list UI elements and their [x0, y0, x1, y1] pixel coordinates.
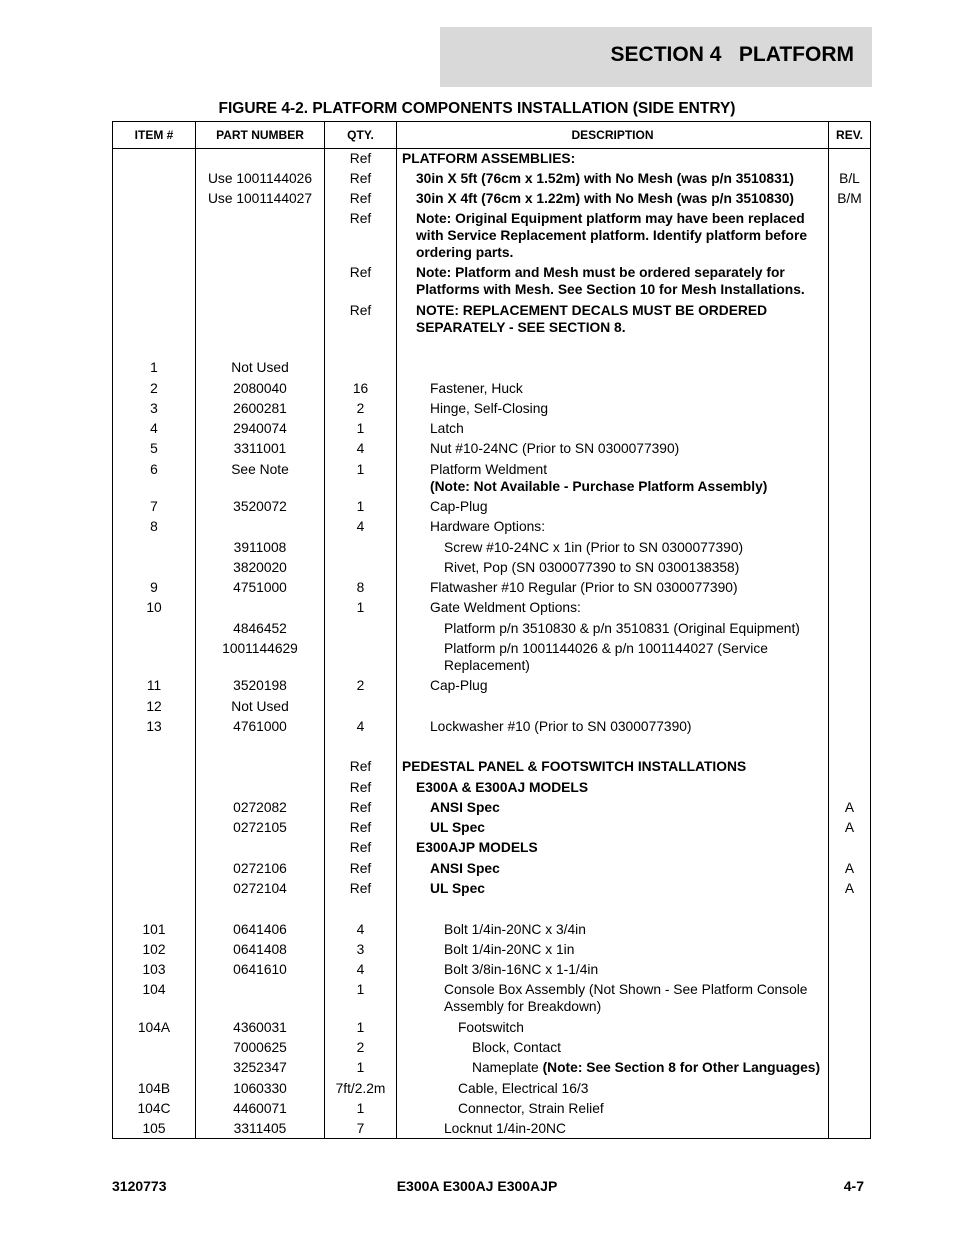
- item-number-cell: 104C: [137, 1101, 171, 1116]
- qty-cell: Ref: [349, 780, 372, 795]
- description-text: Hardware Options:: [430, 519, 546, 534]
- qty-cell: 2: [356, 678, 365, 693]
- item-number-cell: 13: [146, 719, 162, 734]
- description-cell: [397, 518, 828, 535]
- part-number-cell: 3520072: [233, 499, 287, 514]
- footer-models: E300A E300AJ E300AJP: [396, 1178, 558, 1194]
- description-cell: [397, 380, 828, 397]
- part-number-cell: See Note: [231, 462, 289, 477]
- qty-cell: 1: [356, 600, 365, 615]
- item-number-cell: 103: [142, 962, 166, 977]
- description-text: Block, Contact: [472, 1040, 561, 1055]
- part-number-cell: 3911008: [233, 540, 287, 555]
- footer-doc-number: 3120773: [112, 1178, 167, 1194]
- part-number-cell: 0272106: [233, 861, 287, 876]
- description-note: (Note: See Section 8 for Other Languages): [542, 1060, 821, 1075]
- qty-cell: Ref: [349, 265, 372, 280]
- qty-cell: 3: [356, 942, 365, 957]
- description-text: Bolt 1/4in-20NC x 3/4in: [444, 922, 586, 937]
- item-number-cell: 7: [150, 499, 158, 514]
- description-cell: [397, 210, 828, 261]
- part-number-cell: 4751000: [233, 580, 287, 595]
- qty-cell: Ref: [349, 820, 372, 835]
- item-number-cell: 11: [146, 678, 162, 693]
- description-cell: [397, 921, 828, 938]
- qty-cell: 1: [356, 1060, 365, 1075]
- item-number-cell: 104B: [137, 1081, 171, 1096]
- qty-cell: Ref: [349, 800, 372, 815]
- part-number-cell: 1060330: [233, 1081, 287, 1096]
- description-text: UL Spec: [430, 820, 485, 835]
- parts-table: [112, 121, 871, 1139]
- item-number-cell: 2: [150, 381, 158, 396]
- description-text: Bolt 1/4in-20NC x 1in: [444, 942, 575, 957]
- description-text: Cap-Plug: [430, 499, 488, 514]
- part-number-cell: 3311001: [233, 441, 287, 456]
- description-text: Hinge, Self-Closing: [430, 401, 549, 416]
- description-text: Cable, Electrical 16/3: [458, 1081, 589, 1096]
- table-header-row: [113, 122, 871, 149]
- item-number-cell: 8: [150, 519, 158, 534]
- description-text: E300AJP MODELS: [416, 840, 538, 855]
- description-text: 30in X 4ft (76cm x 1.22m) with No Mesh (was p/n 3510830): [416, 191, 795, 206]
- column-header-description: DESCRIPTION: [397, 122, 829, 149]
- description-cell: [397, 839, 828, 856]
- description-text: ANSI Spec: [430, 861, 500, 876]
- description-text: Note: Original Equipment platform may have been replaced with Service Replacement platform. Identify platform before ordering parts.: [416, 211, 807, 260]
- qty-cell: 1: [356, 1020, 365, 1035]
- qty-cell: 1: [356, 421, 365, 436]
- qty-cell: 2: [356, 1040, 365, 1055]
- description-cell: [397, 961, 828, 978]
- description-cell: [397, 718, 828, 735]
- description-text: 30in X 5ft (76cm x 1.52m) with No Mesh (was p/n 3510831): [416, 171, 795, 186]
- figure-title: FIGURE 4-2. PLATFORM COMPONENTS INSTALLATION (SIDE ENTRY): [218, 100, 736, 117]
- part-number-cell: 0272082: [233, 800, 287, 815]
- part-number-cell: 0641408: [233, 942, 287, 957]
- item-number-cell: 5: [150, 441, 158, 456]
- description-cell: [397, 1100, 828, 1117]
- qty-cell: 1: [356, 499, 365, 514]
- part-number-cell: 1001144629: [222, 641, 298, 656]
- part-number-cell: Use 1001144027: [207, 191, 313, 206]
- item-number-cell: 105: [142, 1121, 166, 1136]
- item-number-cell: 12: [146, 699, 162, 714]
- description-cell: [397, 1120, 828, 1137]
- qty-cell: Ref: [349, 881, 372, 896]
- item-number-cell: 1: [150, 360, 158, 375]
- part-number-cell: 3820020: [233, 560, 287, 575]
- qty-cell: 4: [356, 519, 365, 534]
- part-number-cell: 2080040: [233, 381, 287, 396]
- description-cell: [397, 981, 828, 1015]
- rev-column: [829, 149, 871, 1139]
- description-text: Note: Platform and Mesh must be ordered separately for Platforms with Mesh. See Section 10 for Mesh Installations.: [416, 265, 805, 297]
- part-number-cell: 4460071: [233, 1101, 287, 1116]
- qty-cell: Ref: [349, 759, 372, 774]
- qty-cell: 4: [356, 719, 365, 734]
- part-number-cell: 3252347: [233, 1060, 287, 1075]
- part-number-cell: 3520198: [233, 678, 287, 693]
- part-number-cell: 7000625: [233, 1040, 287, 1055]
- description-cell: [397, 640, 828, 674]
- description-cell: [397, 677, 828, 694]
- description-cell: [397, 579, 828, 596]
- part-number-cell: 2600281: [233, 401, 287, 416]
- description-cell: [397, 860, 828, 877]
- item-number-cell: 6: [150, 462, 158, 477]
- description-text: UL Spec: [430, 881, 485, 896]
- description-text: Bolt 3/8in-16NC x 1-1/4in: [444, 962, 599, 977]
- part-number-cell: 0272105: [233, 820, 287, 835]
- item-number-cell: 3: [150, 401, 158, 416]
- footer-page-number: 4-7: [843, 1178, 864, 1194]
- part-number-cell: 4846452: [233, 621, 287, 636]
- qty-cell: 2: [356, 401, 365, 416]
- description-cell: [397, 559, 828, 576]
- description-text: Platform p/n 3510830 & p/n 3510831 (Original Equipment): [444, 621, 800, 636]
- item-number-cell: 10: [146, 600, 162, 615]
- description-text: ANSI Spec: [430, 800, 500, 815]
- description-cell: [397, 599, 828, 616]
- part-number-cell: 0641406: [233, 922, 287, 937]
- rev-cell: A: [844, 820, 855, 835]
- rev-cell: B/M: [837, 191, 862, 206]
- part-number-cell: Not Used: [231, 699, 289, 714]
- qty-cell: Ref: [349, 171, 372, 186]
- description-column: [397, 149, 829, 1139]
- qty-cell: Ref: [349, 151, 372, 166]
- qty-cell: Ref: [349, 861, 372, 876]
- description-text: Platform Weldment: [430, 462, 548, 477]
- part-number-cell: 2940074: [233, 421, 287, 436]
- description-text: Latch: [430, 421, 464, 436]
- item-number-cell: 9: [150, 580, 158, 595]
- description-cell: [397, 498, 828, 515]
- description-cell: [397, 779, 828, 796]
- part-number-cell: 4360031: [233, 1020, 287, 1035]
- column-header-qty: QTY.: [325, 122, 397, 149]
- description-text: E300A & E300AJ MODELS: [416, 780, 589, 795]
- item-number-cell: 101: [142, 922, 166, 937]
- description-text: NOTE: REPLACEMENT DECALS MUST BE ORDERED SEPARATELY - SEE SECTION 8.: [416, 303, 768, 335]
- description-text: Cap-Plug: [430, 678, 488, 693]
- item-column: [113, 149, 196, 1139]
- description-cell: [397, 941, 828, 958]
- description-text: Flatwasher #10 Regular (Prior to SN 0300077390): [430, 580, 738, 595]
- part-number-cell: Not Used: [231, 360, 289, 375]
- description-text: Fastener, Huck: [430, 381, 523, 396]
- description-cell: [397, 400, 828, 417]
- part-number-cell: 3311405: [233, 1121, 287, 1136]
- part-number-cell: 0641610: [233, 962, 287, 977]
- rev-cell: A: [844, 881, 855, 896]
- qty-cell: 1: [356, 462, 365, 477]
- section-title: SECTION 4 PLATFORM: [610, 43, 854, 66]
- description-cell: [397, 150, 828, 167]
- description-cell: [397, 799, 828, 816]
- qty-cell: Ref: [349, 840, 372, 855]
- part-number-column: [196, 149, 325, 1139]
- qty-cell: 4: [356, 962, 365, 977]
- description-text: Lockwasher #10 (Prior to SN 0300077390): [430, 719, 692, 734]
- item-number-cell: 104A: [137, 1020, 171, 1035]
- rev-cell: A: [844, 861, 855, 876]
- description-cell: [397, 880, 828, 897]
- column-header-rev: REV.: [829, 122, 871, 149]
- description-cell: [397, 758, 828, 775]
- column-header-item: ITEM #: [113, 122, 196, 149]
- description-cell: [397, 170, 828, 187]
- description-text: Footswitch: [458, 1020, 524, 1035]
- qty-cell: 4: [356, 922, 365, 937]
- description-cell: [397, 190, 828, 207]
- description-text: Gate Weldment Options:: [430, 600, 581, 615]
- description-cell: [397, 302, 828, 336]
- part-number-cell: 4761000: [233, 719, 287, 734]
- description-text: Locknut 1/4in-20NC: [444, 1121, 566, 1136]
- description-text: Nameplate: [472, 1060, 543, 1075]
- description-cell: [397, 620, 828, 637]
- qty-cell: Ref: [349, 211, 372, 226]
- qty-cell: 1: [356, 982, 365, 997]
- description-text: Platform p/n 1001144026 & p/n 1001144027 (Service Replacement): [444, 641, 768, 673]
- description-text: Console Box Assembly (Not Shown - See Platform Console Assembly for Breakdown): [444, 982, 808, 1014]
- description-text: PLATFORM ASSEMBLIES:: [402, 151, 576, 166]
- part-number-cell: Use 1001144026: [207, 171, 313, 186]
- description-cell: [397, 264, 828, 298]
- qty-cell: 1: [356, 1101, 365, 1116]
- qty-cell: 7: [356, 1121, 365, 1136]
- qty-cell: Ref: [349, 303, 372, 318]
- description-cell: [397, 819, 828, 836]
- description-cell: [397, 1039, 828, 1056]
- rev-cell: A: [844, 800, 855, 815]
- qty-cell: 16: [352, 381, 369, 396]
- part-number-cell: 0272104: [233, 881, 287, 896]
- description-text: PEDESTAL PANEL & FOOTSWITCH INSTALLATIONS: [402, 759, 747, 774]
- description-cell: [397, 1080, 828, 1097]
- qty-column: [325, 149, 397, 1139]
- rev-cell: B/L: [839, 171, 860, 186]
- description-cell: [397, 440, 828, 457]
- qty-cell: 4: [356, 441, 365, 456]
- description-text: Rivet, Pop (SN 0300077390 to SN 0300138358): [444, 560, 740, 575]
- qty-cell: 8: [356, 580, 365, 595]
- description-text: Nut #10-24NC (Prior to SN 0300077390): [430, 441, 680, 456]
- qty-cell: Ref: [349, 191, 372, 206]
- description-cell: [397, 1059, 828, 1076]
- description-cell: [397, 478, 828, 495]
- description-text: Connector, Strain Relief: [458, 1101, 604, 1116]
- description-cell: [397, 1019, 828, 1036]
- description-cell: [397, 420, 828, 437]
- description-text: Screw #10-24NC x 1in (Prior to SN 0300077390): [444, 540, 744, 555]
- item-number-cell: 4: [150, 421, 158, 436]
- description-text: (Note: Not Available - Purchase Platform Assembly): [430, 479, 768, 494]
- qty-cell: 7ft/2.2m: [335, 1081, 386, 1096]
- description-cell: [397, 539, 828, 556]
- item-number-cell: 102: [142, 942, 166, 957]
- section-header: [440, 27, 872, 87]
- item-number-cell: 104: [142, 982, 166, 997]
- column-header-part-number: PART NUMBER: [196, 122, 325, 149]
- description-cell: [397, 461, 828, 478]
